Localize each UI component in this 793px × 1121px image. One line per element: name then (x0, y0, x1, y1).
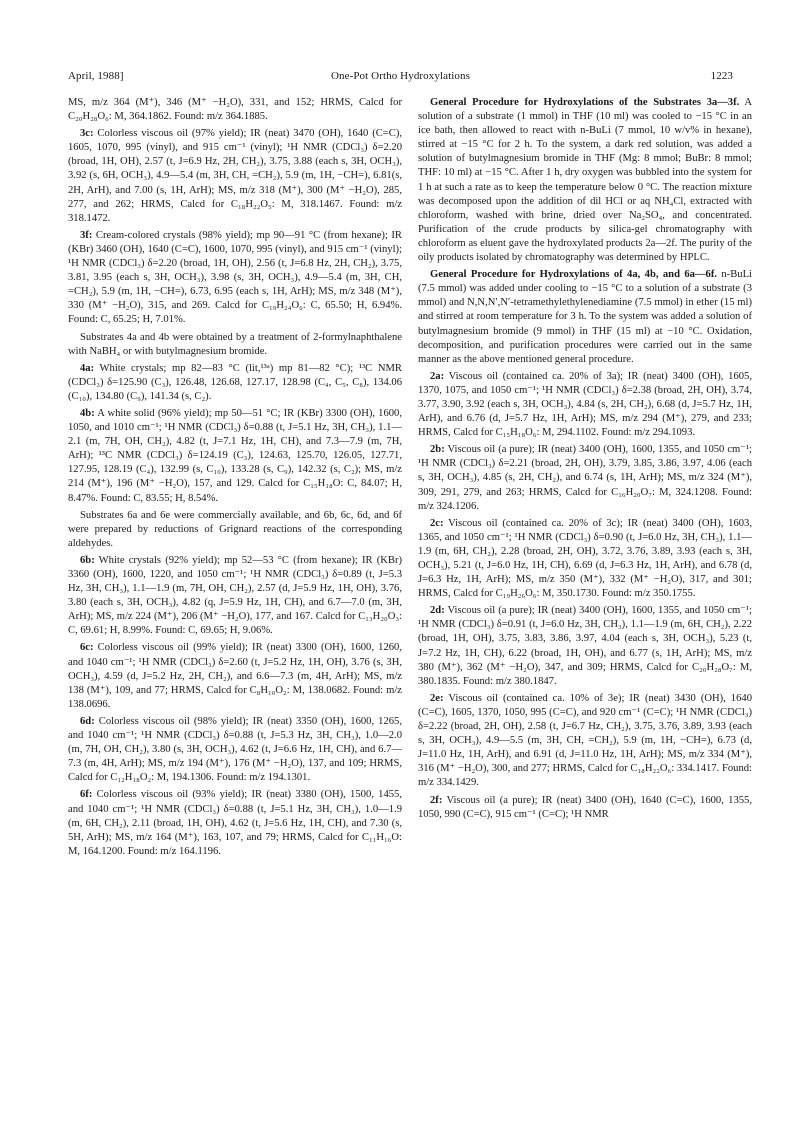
page-number: 1223 (710, 70, 733, 82)
procedure-3a-3f: General Procedure for Hydroxylations of the Substrates 3a—3f. A solution of a substrate (1 mmol) in THF (10 ml) was cooled to −15 °C in an ice bath, then allowed to react with n-BuLi (7 mmol, 10 w/v% in hexane), stirred at −15 °C for 2 h. To the system, a dark red solution, was added a solution of butylmagnesium bromide in THF (Mg: 8 mmol; BuBr: 8 mmol; THF: 10 ml) at −15 °C. After 1 h, dry oxygen was bubbled into the system for 1 h at such a rate as to keep the temperature below 0 °C. The reaction mixture was decomposed upon the addition of dil HCl or aq NH₄Cl, extracted with chloroform, washed with brine, dried over Na₂SO₄, and concentrated. Purification of the crude products by silica-gel chromatography with chloroform as eluent gave the hydroxylated products 2a—2f. The purity of the oily products isolated by chromatography was determined by HPLC. (418, 97, 752, 264)
paragraph-6b: 6b: White crystals (92% yield); mp 52—53 °C (from hexane); IR (KBr) 3360 (OH), 1600, 1220, and 1050 cm⁻¹; ¹H NMR (CDCl₃) δ=0.89 (t, J=5.3 Hz, 3H, CH₃), 1.1—1.9 (m, 7H, OH, CH₂), 2.57 (d, J=5.9 Hz, 1H, OH), 3.76, 3.80 (each s, 3H, OCH₃), 4.82 (q, J=5.9 Hz, 1H, CH), and 6.7—7.0 (m, 3H, ArH); MS, m/z 224 (M⁺), 206 (M⁺ −H₂O), 177, and 167. Calcd for C₁₃H₂₀O₃: C, 69.61; H, 8.99%. Found: C, 69.65; H, 9.06%. (68, 554, 402, 637)
paragraph-6c: 6c: Colorless viscous oil (99% yield); IR (neat) 3300 (OH), 1600, 1260, and 1040 cm⁻¹; ¹H NMR (CDCl₃) δ=2.60 (t, J=5.2 Hz, 1H, OH), 3.76 (s, 3H, OCH₃), 4.59 (d, J=5.2 Hz, 2H, CH₂), and 6.6—7.3 (m, 4H, ArH); MS, m/z 138 (M⁺), 109, and 77; HRMS, Calcd for C₈H₁₀O₂: M, 138.0682. Found: m/z 138.0696. (68, 642, 402, 710)
paragraph-2c: 2c: Viscous oil (contained ca. 20% of 3c); IR (neat) 3400 (OH), 1603, 1365, and 1050 cm⁻¹; ¹H NMR (CDCl₃) δ=0.90 (t, J=6.0 Hz, 3H, CH₃), 1.1—1.9 (m, 6H, CH₂), 2.28 (broad, 2H, OH), 3.72, 3.76, 3.89, 3.93 (each s, 3H, OCH₃), 5.21 (t, J=6.0 Hz, 1H, CH), 6.69 (d, J=6.3 Hz, 1H, ArH), and 6.78 (d, J=6.3 Hz, 1H, ArH); MS, m/z 350 (M⁺), 332 (M⁺ −H₂O), 317, and 301; HRMS, Calcd for C₁₉H₂₆O₆: M, 350.1730. Found: m/z 350.1755. (418, 517, 752, 600)
header-date: April, 1988] (68, 70, 124, 82)
paragraph-2a: 2a: Viscous oil (contained ca. 20% of 3a); IR (neat) 3400 (OH), 1605, 1370, 1075, and 1050 cm⁻¹; ¹H NMR (CDCl₃) δ=2.38 (broad, 2H, OH), 3.74, 3.77, 3.90, 3.92 (each s, 3H, OCH₃), 4.84 (s, 2H, CH₂), 6.68 (d, J=5.7 Hz, 1H, ArH), and 6.76 (d, J=5.7 Hz, 1H, ArH); MS, m/z 294 (M⁺), 279, and 233; HRMS, Calcd for C₁₅H₁₈O₆: M, 294.1102. Found: m/z 294.1093. (418, 370, 752, 439)
header-title: One-Pot Ortho Hydroxylations (330, 70, 471, 82)
paragraph-2e: 2e: Viscous oil (contained ca. 10% of 3e); IR (neat) 3430 (OH), 1640 (C=C), 1605, 1370, 1050, 995 (C=C), and 920 cm⁻¹ (C=C); ¹H NMR (CDCl₃) δ=2.22 (broad, 2H, OH), 2.58 (t, J=6.7 Hz, CH₂), 3.75, 3.76, 3.89, 3.93 (each s, 3H, OCH₃), 4.9—5.5 (m, 3H, CH, =CH₂), 5.9 (m, 1H, −CH=), 6.73 (d, J=11.0 Hz, 1H, ArH), and 6.91 (d, J=11.0 Hz, 1H, ArH); MS, m/z 334 (M⁺), 316 (M⁺ −H₂O), 300, and 277; HRMS, Calcd for C₁₈H₂₂O₆: 334.1417. Found: m/z 334.1429. (418, 692, 752, 789)
paragraph: MS, m/z 364 (M⁺), 346 (M⁺ −H₂O), 331, and 152; HRMS, Calcd for C₂₀H₂₈O₆: M, 364.1862. Found: m/z 364.1885. (68, 97, 402, 123)
paragraph-4a: 4a: White crystals; mp 82—83 °C (lit,¹³ᵃ) mp 81—82 °C); ¹³C NMR (CDCl₃) δ=125.90 (C₃), 126.48, 126.68, 127.17, 128.98 (C₄, C₅, C₈), 134.06 (C₁₀), 134.80 (C₉), 141.34 (s, C₂). (68, 362, 402, 402)
procedure-4a-6f: General Procedure for Hydroxylations of 4a, 4b, and 6a—6f. n-BuLi (7.5 mmol) was added under cooling to −15 °C to a solution of a substrate (3 mmol) and N,N,N′,N′-tetramethylethylenediamine (7.5 mmol) in ether (15 ml) and stirred at room temperature for 3 h. To the system was added a solution of butylmagnesium bromide (9 mmol) in THF (15 ml) at −10 °C. Oxidation, decomposition, and purification procedures were carried out in the same manner as the above mentioned general procedure. (418, 269, 752, 365)
paragraph-3c: 3c: Colorless viscous oil (97% yield); IR (neat) 3470 (OH), 1640 (C=C), 1605, 1070, 995 (vinyl), and 915 cm⁻¹ (vinyl); ¹H NMR (CDCl₃) δ=2.20 (broad, 1H, OH), 2.57 (t, J=6.9 Hz, 2H, CH₂), 3.75, 3.88 (each s, 3H, OCH₃), 3.92 (s, 6H, OCH₃), 4.9—5.4 (m, 3H, CH, =CH₂), 5.9 (m, 1H, −CH=), 6.81(s, 2H, ArH), and 7.00 (s, 1H, ArH); MS, m/z 318 (M⁺), 300 (M⁺ −H₂O), 285, 277, and 262; HRMS, Calcd for C₁₈H₂₂O₅: M, 318.1467. Found: m/z 318.1472. (68, 128, 402, 224)
paragraph-6d: 6d: Colorless viscous oil (98% yield); IR (neat) 3350 (OH), 1600, 1265, and 1040 cm⁻¹; ¹H NMR (CDCl₃) δ=0.88 (t, J=5.3 Hz, 3H, CH₃), 1.0—2.0 (m, 7H, OH, CH₂), 3.80 (s, 3H, OCH₃), 4.62 (t, J=6.6 Hz, 1H, CH), and 6.7—7.3 (m, 4H, ArH); MS, m/z 194 (M⁺), 176 (M⁺ −H₂O), 137, and 109; HRMS, Calcd for C₁₂H₁₈O₂: M, 194.1306. Found: m/z 194.1301. (68, 715, 402, 784)
paragraph-2d: 2d: Viscous oil (a pure); IR (neat) 3400 (OH), 1600, 1355, and 1050 cm⁻¹; ¹H NMR (CDCl₃) δ=0.91 (t, J=6.0 Hz, 3H, CH₃), 1.1—1.9 (m, 6H, CH₂), 2.22 (broad, 1H, OH), 3.75, 3.83, 3.86, 3.97, 4.04 (each s, 3H, OCH₃), 5.23 (t, J=7.2 Hz, 1H, CH), 6.22 (broad, 1H, OH), and 6.77 (s, 1H, ArH); MS, m/z 380 (M⁺), 362 (M⁺ −H₂O), 347, and 309; HRMS, Calcd for C₂₀H₂₈O₇: M, 380.1835. Found: m/z 380.1847. (418, 605, 752, 687)
paragraph-6f: 6f: Colorless viscous oil (93% yield); IR (neat) 3380 (OH), 1500, 1455, and 1040 cm⁻¹; ¹H NMR (CDCl₃) δ=0.88 (t, J=5.1 Hz, 3H, CH₃), 1.0—1.9 (m, 6H, CH₂), 2.11 (broad, 1H, OH), 4.62 (t, J=5.6 Hz, 1H, CH), and 7.30 (s, 5H, ArH); MS, m/z 164 (M⁺), 163, 107, and 79; HRMS, Calcd for C₁₁H₁₆O: M, 164.1200. Found: m/z 164.1196. (68, 789, 402, 857)
paragraph-2b: 2b: Viscous oil (a pure); IR (neat) 3400 (OH), 1600, 1355, and 1050 cm⁻¹; ¹H NMR (CDCl₃) δ=2.21 (broad, 2H, OH), 3.79, 3.85, 3.86, 3.97, 4.06 (each s, 3H, OCH₃), 4.85 (s, 2H, CH₂), and 6.74 (s, 1H, ArH); MS, m/z 324 (M⁺), 309, 291, 279, and 263; HRMS, Calcd for C₁₆H₂₀O₇: M, 324.1208. Found: m/z 324.1206. (418, 444, 752, 512)
running-header (68, 70, 733, 86)
paragraph-4b: 4b: A white solid (96% yield); mp 50—51 °C; IR (KBr) 3300 (OH), 1600, 1050, and 1010 cm⁻¹; ¹H NMR (CDCl₃) δ=0.88 (t, J=5.1 Hz, 3H, CH₃), 1.1—2.1 (m, 7H, OH, CH₂), 4.82 (t, J=7.1 Hz, 1H, CH), and 7.3—7.9 (m, 7H, ArH); ¹³C NMR (CDCl₃) δ=124.19 (C₃), 124.63, 125.70, 126.05, 127.71, 127.95, 128.19 (C₄), 132.99 (s, C₁₀), 133.28 (s, C₉), 142.32 (s, C₂); MS, m/z 214 (M⁺), 196 (M⁺ −H₂O), 157, and 129. Calcd for C₁₅H₁₈O: C, 84.07; H, 8.47%. Found: C, 83.55; H, 8.54%. (68, 407, 402, 504)
paragraph: Substrates 4a and 4b were obtained by a treatment of 2-formylnaphthalene with NaBH₄ or with butylmagnesium bromide. (68, 331, 402, 357)
paragraph-2f: 2f: Viscous oil (a pure); IR (neat) 3400 (OH), 1640 (C=C), 1600, 1355, 1050, 990 (C=C), 915 cm⁻¹ (C=C); ¹H NMR (418, 794, 752, 820)
right-column (418, 96, 752, 823)
paragraph: Substrates 6a and 6e were commercially available, and 6b, 6c, 6d, and 6f were prepared by reductions of Grignard reactions of the corresponding aldehydes. (68, 509, 402, 549)
paragraph-3f: 3f: Cream-colored crystals (98% yield); mp 90—91 °C (from hexane); IR (KBr) 3460 (OH), 1640 (C=C), 1600, 1070, 995 (vinyl), and 915 cm⁻¹ (vinyl); ¹H NMR (CDCl₃) δ=2.20 (broad, 1H, OH), 2.56 (t, J=6.8 Hz, 2H, CH₂), 3.75, 3.81, 3.95 (each s, 3H, OCH₃), 3.98 (s, 3H, OCH₃), 4.9—5.4 (m, 3H, CH, =CH₂), 5.9 (m, 1H, −CH=), 6.73, 6.95 (each s, 1H, ArH); MS, m/z 348 (M⁺), 330 (M⁺ −H₂O), 315, and 269. Calcd for C₁₉H₂₄O₆: C, 65.50; H, 6.94%. Found: C, 65.25; H, 7.01%. (68, 229, 402, 326)
left-column (68, 96, 402, 860)
